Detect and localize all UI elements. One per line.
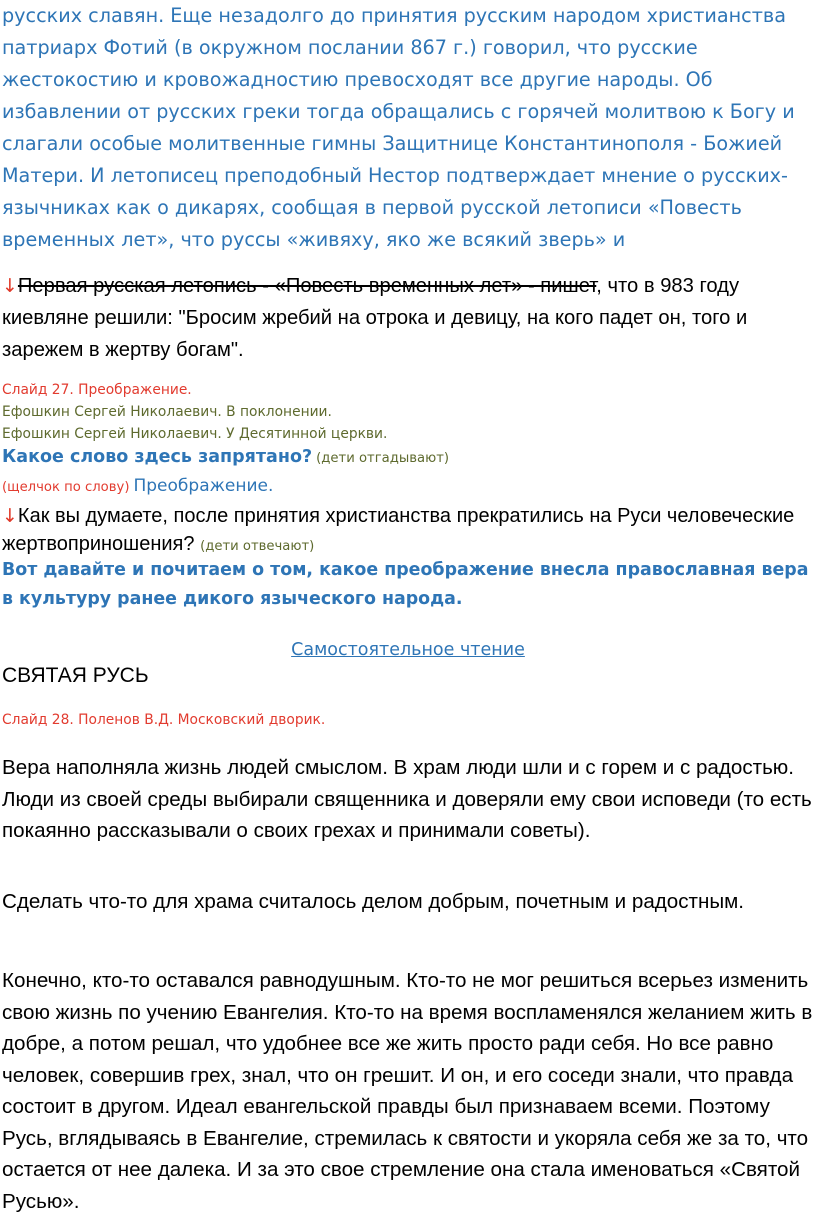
riddle-answer[interactable]: Преображение.	[133, 476, 274, 496]
intro-paragraph: русских славян. Еще незадолго до принятия русским народом христианства патриарх Фотий (в окружном послании 867 г.) говорил, что русские жестокостию и кровожадностию превосходят все другие народы. Об избавлении от русских греки тогда обращались с горячей молитвою к Богу и слагали особые молитвенные гимны Защитнице Константинополя - Божией Матери. И летописец преподобный Нестор подтверждает мнение о русских-язычниках как о дикарях, сообщая в первой русской летописи «Повесть временных лет», что руссы «живяху, яко же всякий зверь» и	[2, 4, 795, 251]
invite-paragraph: Вот давайте и почитаем о том, какое преображение внесла православная вера в культуру ранее дикого языческого народа.	[2, 560, 809, 609]
section-heading: СВЯТАЯ РУСЬ	[2, 664, 149, 687]
body-paragraph-2: Сделать что-то для храма считалось делом добрым, почетным и радостным.	[2, 890, 745, 913]
sacrifice-question	[2, 502, 814, 561]
riddle-question: Какое слово здесь запрятано?	[2, 447, 313, 467]
chronicle-rest: , что в 983 году киевляне решили: "Бросим жребий на отрока и девицу, на кого падет он, того и зарежем в жертву богам".	[2, 275, 748, 361]
body-paragraph-1: Вера наполняла жизнь людей смыслом. В храм люди шли и с горем и с радостью. Люди из своей среды выбирали священника и доверяли ему свои исповеди (то есть покаянно рассказывали о своих грехах и принимали советы).	[2, 756, 812, 842]
slide-27-caption	[2, 381, 192, 399]
self-reading-link[interactable]: Самостоятельное чтение	[291, 640, 525, 660]
slide-28-caption	[2, 711, 325, 729]
click-note: (щелчок по слову)	[2, 480, 130, 495]
painting-2-caption	[2, 425, 387, 443]
down-arrow-icon: ↓	[2, 275, 18, 297]
body-paragraph-3: Конечно, кто-то оставался равнодушным. Кто-то не мог решиться всерьез изменить свою жизнь по учению Евангелия. Кто-то на время воспламенялся желанием жить в добре, а потом решал, что удобнее все же жить просто ради себя. Но все равно человек, совершив грех, знал, что он грешит. И он, и его соседи знали, что правда состоит в другом. Идеал евангельской правды был признаваем всеми. Поэтому Русь, вглядываясь в Евангелие, стремилась к святости и укоряла себя же за то, что остается от нее далека. И за это свое стремление она стала именоваться «Святой Русью».	[2, 969, 813, 1213]
struck-text: Первая русская летопись - «Повесть временных лет» - пишет	[17, 275, 597, 297]
slide-28-label: Слайд 28. Поленов В.Д. Московский дворик.	[2, 712, 326, 728]
sacrifice-question-text: Как вы думаете, после принятия христианства прекратились на Руси человеческие жертвоприношения?	[2, 505, 795, 555]
painting-2-label: Ефошкин Сергей Николаевич. У Десятинной церкви.	[2, 426, 388, 442]
down-arrow-icon: ↓	[2, 505, 18, 527]
sacrifice-note: (дети отвечают)	[200, 539, 315, 554]
riddle-line	[2, 447, 449, 467]
slide-27-label: Слайд 27. Преображение.	[2, 382, 192, 398]
riddle-note: (дети отгадывают)	[316, 451, 450, 466]
painting-1-caption	[2, 403, 332, 421]
chronicle-paragraph	[2, 270, 814, 366]
answer-line	[2, 476, 273, 496]
reading-link-line	[0, 640, 816, 660]
painting-1-label: Ефошкин Сергей Николаевич. В поклонении.	[2, 404, 332, 420]
